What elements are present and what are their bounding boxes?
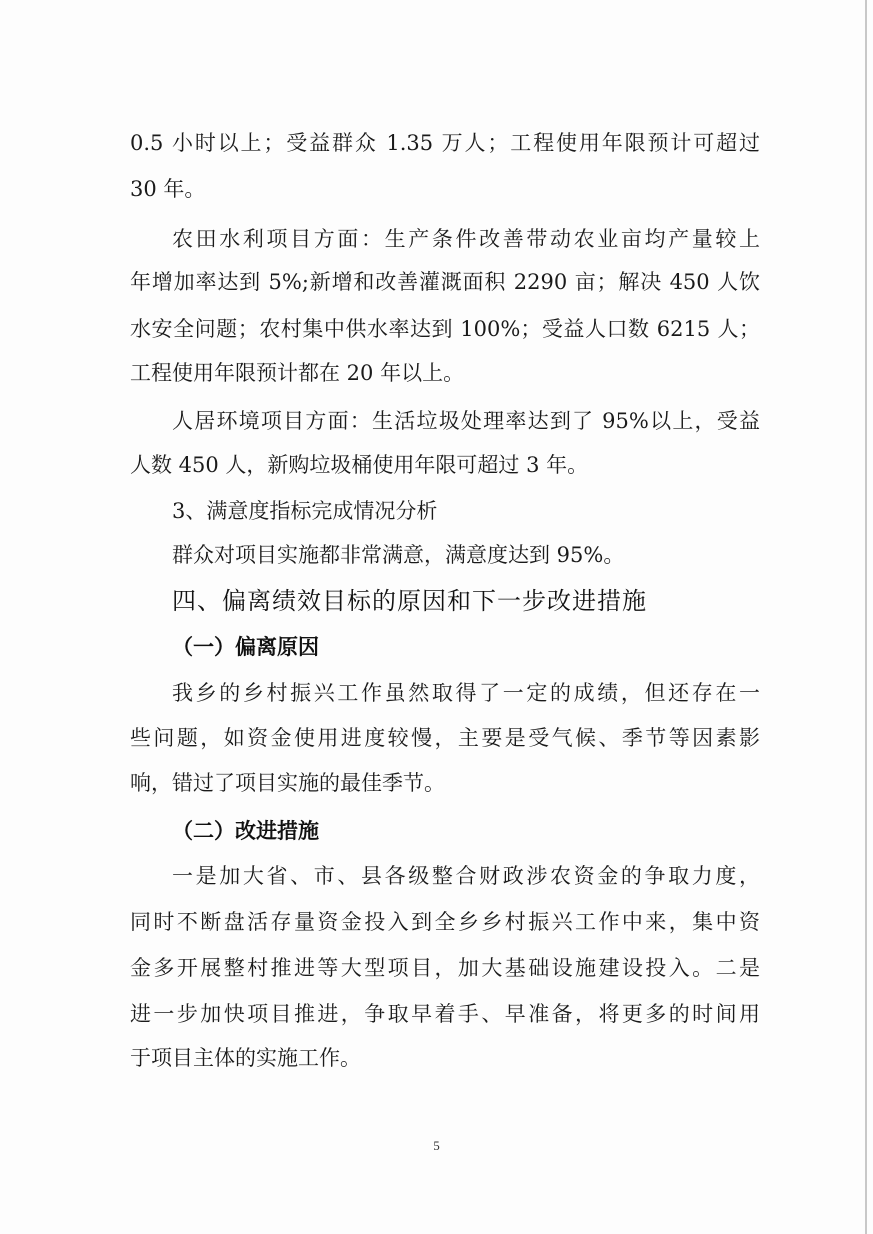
text-line: 人居环境项目方面：生活垃圾处理率达到了 95%以上，受益 [172,409,760,433]
text-line: 金多开展整村推进等大型项目，加大基础设施建设投入。二是 [130,956,760,980]
text-line: 年增加率达到 5%;新增和改善灌溉面积 2290 亩；解决 450 人饮 [130,270,760,294]
subsection-heading: （二）改进措施 [172,819,319,843]
text-line: 人数 450 人，新购垃圾桶使用年限可超过 3 年。 [130,453,589,477]
text-line: 农田水利项目方面：生产条件改善带动农业亩均产量较上 [172,227,760,251]
text-line: 同时不断盘活存量资金投入到全乡乡村振兴工作中来，集中资 [130,910,760,934]
page-number: 5 [433,1138,440,1153]
subsection-heading: （一）偏离原因 [172,635,319,659]
text-line: 我乡的乡村振兴工作虽然取得了一定的成绩，但还存在一 [172,681,760,705]
text-line: 于项目主体的实施工作。 [130,1046,361,1070]
page-edge [865,0,867,1234]
text-line: 响，错过了项目实施的最佳季节。 [130,771,445,795]
text-line: 进一步加快项目推进，争取早着手、早准备，将更多的时间用 [130,1002,760,1026]
text-line: 一是加大省、市、县各级整合财政涉农资金的争取力度， [172,864,760,888]
section-heading: 四、偏离绩效目标的原因和下一步改进措施 [172,587,647,615]
text-line: 30 年。 [130,177,206,201]
text-line: 水安全问题；农村集中供水率达到 100%；受益人口数 6215 人； [130,317,760,341]
section-label: 3、满意度指标完成情况分析 [172,499,438,523]
text-line: 些问题，如资金使用进度较慢，主要是受气候、季节等因素影 [130,726,760,750]
text-line: 工程使用年限预计都在 20 年以上。 [130,361,465,385]
text-line: 0.5 小时以上；受益群众 1.35 万人；工程使用年限预计可超过 [130,131,760,155]
text-line: 群众对项目实施都非常满意，满意度达到 95%。 [172,543,625,567]
